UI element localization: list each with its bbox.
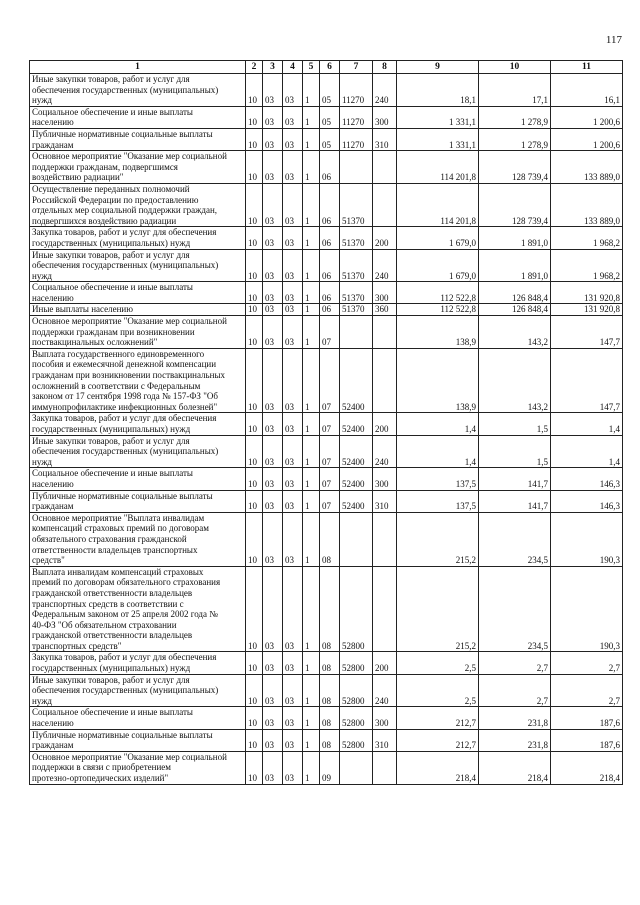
row-code-cell: 310 xyxy=(373,128,397,150)
row-value-cell: 131 920,8 xyxy=(551,304,623,316)
row-value-cell: 1 278,9 xyxy=(479,128,551,150)
row-code-cell: 07 xyxy=(320,490,340,512)
row-value-cell: 128 739,4 xyxy=(479,151,551,184)
row-value-cell: 2,7 xyxy=(479,674,551,707)
row-value-cell: 2,5 xyxy=(397,652,479,674)
row-code-cell: 10 xyxy=(246,183,263,226)
row-code-cell: 03 xyxy=(283,106,303,128)
row-code-cell xyxy=(340,316,373,349)
row-name-cell: Основное мероприятие "Оказание мер социальной поддержки в связи с приобретением протезно-ортопедических изделий" xyxy=(30,751,246,784)
row-code-cell: 310 xyxy=(373,729,397,751)
row-code-cell xyxy=(373,316,397,349)
row-code-cell: 07 xyxy=(320,413,340,435)
row-code-cell xyxy=(373,512,397,566)
row-code-cell: 03 xyxy=(263,652,283,674)
row-code-cell: 10 xyxy=(246,74,263,107)
row-code-cell: 310 xyxy=(373,490,397,512)
row-code-cell: 300 xyxy=(373,282,397,304)
row-value-cell: 190,3 xyxy=(551,566,623,652)
row-name-cell: Выплата инвалидам компенсаций страховых премий по договорам обязательного страхования гражданской ответственности владельцев транспортных средств в соответствии с Федеральным законом от 25 апреля 2002 года № 40-ФЗ "Об обязательном страховании гражданской ответственности владельцев транспортных средств" xyxy=(30,566,246,652)
row-code-cell: 03 xyxy=(263,282,283,304)
row-name-cell: Публичные нормативные социальные выплаты гражданам xyxy=(30,490,246,512)
row-code-cell: 03 xyxy=(283,282,303,304)
row-code-cell: 10 xyxy=(246,674,263,707)
row-value-cell: 1,4 xyxy=(551,435,623,468)
row-value-cell: 138,9 xyxy=(397,316,479,349)
row-code-cell: 03 xyxy=(283,751,303,784)
row-code-cell: 03 xyxy=(283,674,303,707)
row-code-cell: 08 xyxy=(320,512,340,566)
row-code-cell: 03 xyxy=(283,566,303,652)
row-code-cell xyxy=(373,151,397,184)
column-header: 1 xyxy=(30,61,246,74)
row-value-cell: 187,6 xyxy=(551,729,623,751)
row-name-cell: Иные закупки товаров, работ и услуг для обеспечения государственных (муниципальных) нужд xyxy=(30,674,246,707)
row-value-cell: 215,2 xyxy=(397,566,479,652)
table-row xyxy=(30,674,623,707)
row-code-cell: 03 xyxy=(263,729,283,751)
row-code-cell: 06 xyxy=(320,227,340,249)
row-code-cell: 03 xyxy=(283,316,303,349)
row-value-cell: 17,1 xyxy=(479,74,551,107)
row-code-cell: 1 xyxy=(303,468,320,490)
row-name-cell: Иные выплаты населению xyxy=(30,304,246,316)
row-value-cell: 212,7 xyxy=(397,707,479,729)
row-code-cell: 03 xyxy=(263,151,283,184)
row-code-cell: 06 xyxy=(320,249,340,282)
table-row xyxy=(30,652,623,674)
row-code-cell: 03 xyxy=(263,106,283,128)
row-value-cell: 18,1 xyxy=(397,74,479,107)
row-value-cell: 1,5 xyxy=(479,413,551,435)
row-code-cell: 08 xyxy=(320,652,340,674)
row-name-cell: Основное мероприятие "Оказание мер социальной поддержки гражданам при возникновении поствакцинальных осложнений" xyxy=(30,316,246,349)
table-row xyxy=(30,128,623,150)
row-value-cell: 231,8 xyxy=(479,707,551,729)
row-name-cell: Иные закупки товаров, работ и услуг для обеспечения государственных (муниципальных) нужд xyxy=(30,74,246,107)
row-value-cell: 234,5 xyxy=(479,566,551,652)
page-number: 117 xyxy=(605,34,622,46)
row-code-cell: 03 xyxy=(283,74,303,107)
row-code-cell: 51370 xyxy=(340,304,373,316)
row-code-cell: 03 xyxy=(283,435,303,468)
row-code-cell: 10 xyxy=(246,512,263,566)
row-value-cell: 128 739,4 xyxy=(479,183,551,226)
row-code-cell: 06 xyxy=(320,282,340,304)
table-row xyxy=(30,490,623,512)
row-code-cell: 03 xyxy=(263,566,283,652)
row-code-cell: 03 xyxy=(283,348,303,413)
column-header: 6 xyxy=(320,61,340,74)
row-value-cell: 147,7 xyxy=(551,348,623,413)
row-value-cell: 141,7 xyxy=(479,490,551,512)
row-code-cell: 1 xyxy=(303,106,320,128)
row-code-cell xyxy=(340,751,373,784)
row-code-cell: 52800 xyxy=(340,566,373,652)
column-header: 7 xyxy=(340,61,373,74)
row-name-cell: Основное мероприятие "Оказание мер социальной поддержки гражданам, подвергшимся воздействию радиации" xyxy=(30,151,246,184)
row-code-cell: 03 xyxy=(283,652,303,674)
row-name-cell: Закупка товаров, работ и услуг для обеспечения государственных (муниципальных) нужд xyxy=(30,227,246,249)
row-code-cell: 240 xyxy=(373,74,397,107)
row-value-cell: 112 522,8 xyxy=(397,282,479,304)
row-code-cell: 07 xyxy=(320,316,340,349)
table-body xyxy=(30,74,623,785)
column-header: 5 xyxy=(303,61,320,74)
table-row xyxy=(30,183,623,226)
row-code-cell: 05 xyxy=(320,106,340,128)
row-name-cell: Социальное обеспечение и иные выплаты населению xyxy=(30,468,246,490)
row-value-cell: 1 278,9 xyxy=(479,106,551,128)
row-code-cell: 300 xyxy=(373,707,397,729)
row-name-cell: Публичные нормативные социальные выплаты гражданам xyxy=(30,729,246,751)
budget-table xyxy=(29,60,623,785)
column-header: 4 xyxy=(283,61,303,74)
row-code-cell: 10 xyxy=(246,282,263,304)
table-row xyxy=(30,751,623,784)
row-name-cell: Социальное обеспечение и иные выплаты населению xyxy=(30,707,246,729)
row-code-cell: 03 xyxy=(283,249,303,282)
row-code-cell: 03 xyxy=(263,468,283,490)
row-value-cell: 1,4 xyxy=(551,413,623,435)
row-value-cell: 218,4 xyxy=(551,751,623,784)
row-value-cell: 1 679,0 xyxy=(397,249,479,282)
row-name-cell: Выплата государственного единовременного пособия и ежемесячной денежной компенсации гражданам при возникновении поствакцинальных осложнений в соответствии с Федеральным законом от 17 сентября 1998 года № 157-ФЗ "Об иммунопрофилактике инфекционных болезней" xyxy=(30,348,246,413)
row-code-cell: 03 xyxy=(283,183,303,226)
row-code-cell: 52800 xyxy=(340,707,373,729)
row-code-cell: 03 xyxy=(263,512,283,566)
row-code-cell: 1 xyxy=(303,674,320,707)
table-row xyxy=(30,413,623,435)
row-value-cell: 147,7 xyxy=(551,316,623,349)
table-row xyxy=(30,435,623,468)
row-code-cell: 1 xyxy=(303,74,320,107)
row-code-cell xyxy=(373,183,397,226)
row-value-cell: 215,2 xyxy=(397,512,479,566)
row-code-cell: 10 xyxy=(246,729,263,751)
row-value-cell: 1,4 xyxy=(397,413,479,435)
row-code-cell: 52800 xyxy=(340,674,373,707)
row-code-cell: 10 xyxy=(246,348,263,413)
row-code-cell: 10 xyxy=(246,106,263,128)
column-header: 3 xyxy=(263,61,283,74)
row-value-cell: 190,3 xyxy=(551,512,623,566)
row-code-cell: 1 xyxy=(303,707,320,729)
table-row xyxy=(30,282,623,304)
row-code-cell: 10 xyxy=(246,316,263,349)
row-value-cell: 2,7 xyxy=(551,652,623,674)
row-code-cell: 51370 xyxy=(340,282,373,304)
row-code-cell: 03 xyxy=(263,435,283,468)
row-value-cell: 112 522,8 xyxy=(397,304,479,316)
row-code-cell xyxy=(373,751,397,784)
row-value-cell: 143,2 xyxy=(479,316,551,349)
row-code-cell: 1 xyxy=(303,566,320,652)
table-row xyxy=(30,566,623,652)
row-code-cell: 240 xyxy=(373,674,397,707)
row-code-cell: 52400 xyxy=(340,468,373,490)
row-name-cell: Иные закупки товаров, работ и услуг для обеспечения государственных (муниципальных) нужд xyxy=(30,435,246,468)
row-name-cell: Иные закупки товаров, работ и услуг для обеспечения государственных (муниципальных) нужд xyxy=(30,249,246,282)
row-code-cell: 11270 xyxy=(340,106,373,128)
row-code-cell: 10 xyxy=(246,490,263,512)
row-code-cell: 1 xyxy=(303,227,320,249)
row-code-cell: 03 xyxy=(283,304,303,316)
table-row xyxy=(30,249,623,282)
row-code-cell: 1 xyxy=(303,282,320,304)
table-row xyxy=(30,74,623,107)
row-value-cell: 1,4 xyxy=(397,435,479,468)
row-value-cell: 218,4 xyxy=(479,751,551,784)
column-header: 2 xyxy=(246,61,263,74)
row-code-cell xyxy=(340,512,373,566)
row-code-cell: 03 xyxy=(263,183,283,226)
row-code-cell: 1 xyxy=(303,304,320,316)
row-code-cell: 03 xyxy=(283,151,303,184)
row-name-cell: Закупка товаров, работ и услуг для обеспечения государственных (муниципальных) нужд xyxy=(30,413,246,435)
row-code-cell: 08 xyxy=(320,674,340,707)
row-value-cell: 143,2 xyxy=(479,348,551,413)
row-code-cell: 1 xyxy=(303,151,320,184)
row-value-cell: 146,3 xyxy=(551,468,623,490)
row-code-cell: 03 xyxy=(263,74,283,107)
row-value-cell: 1 331,1 xyxy=(397,128,479,150)
row-value-cell: 231,8 xyxy=(479,729,551,751)
table-header-row xyxy=(30,61,623,74)
row-code-cell: 07 xyxy=(320,348,340,413)
row-code-cell: 1 xyxy=(303,413,320,435)
row-value-cell: 1 891,0 xyxy=(479,249,551,282)
row-code-cell: 52800 xyxy=(340,652,373,674)
row-name-cell: Основное мероприятие "Выплата инвалидам компенсаций страховых премий по договорам обязательного страхования гражданской ответственности владельцев транспортных средств" xyxy=(30,512,246,566)
row-code-cell: 03 xyxy=(283,227,303,249)
row-value-cell: 218,4 xyxy=(397,751,479,784)
row-code-cell: 03 xyxy=(283,729,303,751)
row-code-cell: 52800 xyxy=(340,729,373,751)
row-code-cell: 05 xyxy=(320,74,340,107)
table-row xyxy=(30,151,623,184)
column-header: 8 xyxy=(373,61,397,74)
table-row xyxy=(30,304,623,316)
row-code-cell: 10 xyxy=(246,566,263,652)
row-code-cell: 1 xyxy=(303,512,320,566)
row-code-cell: 07 xyxy=(320,435,340,468)
row-value-cell: 146,3 xyxy=(551,490,623,512)
row-code-cell: 10 xyxy=(246,128,263,150)
row-code-cell: 03 xyxy=(283,512,303,566)
row-code-cell: 10 xyxy=(246,468,263,490)
row-code-cell: 03 xyxy=(263,128,283,150)
row-code-cell: 200 xyxy=(373,652,397,674)
table-row xyxy=(30,707,623,729)
table-row xyxy=(30,348,623,413)
row-name-cell: Публичные нормативные социальные выплаты гражданам xyxy=(30,128,246,150)
row-code-cell: 52400 xyxy=(340,435,373,468)
row-name-cell: Социальное обеспечение и иные выплаты населению xyxy=(30,106,246,128)
row-code-cell: 03 xyxy=(263,227,283,249)
row-value-cell: 1 200,6 xyxy=(551,128,623,150)
row-code-cell: 1 xyxy=(303,729,320,751)
row-code-cell: 1 xyxy=(303,249,320,282)
row-code-cell: 52400 xyxy=(340,490,373,512)
row-code-cell: 03 xyxy=(263,304,283,316)
row-value-cell: 126 848,4 xyxy=(479,282,551,304)
row-code-cell: 300 xyxy=(373,468,397,490)
row-code-cell: 240 xyxy=(373,435,397,468)
row-code-cell: 1 xyxy=(303,348,320,413)
row-code-cell: 10 xyxy=(246,227,263,249)
row-value-cell: 114 201,8 xyxy=(397,183,479,226)
row-code-cell: 10 xyxy=(246,151,263,184)
column-header: 10 xyxy=(479,61,551,74)
row-value-cell: 1 891,0 xyxy=(479,227,551,249)
row-code-cell: 06 xyxy=(320,151,340,184)
row-code-cell: 03 xyxy=(283,128,303,150)
row-value-cell: 138,9 xyxy=(397,348,479,413)
column-header: 9 xyxy=(397,61,479,74)
row-value-cell: 2,5 xyxy=(397,674,479,707)
row-code-cell: 03 xyxy=(263,413,283,435)
row-code-cell: 10 xyxy=(246,249,263,282)
row-code-cell: 200 xyxy=(373,413,397,435)
row-name-cell: Социальное обеспечение и иные выплаты населению xyxy=(30,282,246,304)
row-code-cell: 10 xyxy=(246,751,263,784)
row-code-cell: 06 xyxy=(320,304,340,316)
row-code-cell: 51370 xyxy=(340,227,373,249)
row-code-cell: 52400 xyxy=(340,413,373,435)
row-value-cell: 1 968,2 xyxy=(551,249,623,282)
row-code-cell: 52400 xyxy=(340,348,373,413)
row-code-cell: 1 xyxy=(303,316,320,349)
table-row xyxy=(30,316,623,349)
table-row xyxy=(30,227,623,249)
row-value-cell: 1,5 xyxy=(479,435,551,468)
row-code-cell: 09 xyxy=(320,751,340,784)
row-value-cell: 1 331,1 xyxy=(397,106,479,128)
row-code-cell: 06 xyxy=(320,183,340,226)
row-code-cell: 10 xyxy=(246,304,263,316)
row-value-cell: 114 201,8 xyxy=(397,151,479,184)
row-value-cell: 234,5 xyxy=(479,512,551,566)
row-code-cell: 1 xyxy=(303,652,320,674)
column-header: 11 xyxy=(551,61,623,74)
row-code-cell: 300 xyxy=(373,106,397,128)
row-code-cell xyxy=(373,348,397,413)
row-code-cell: 03 xyxy=(263,490,283,512)
row-code-cell: 51370 xyxy=(340,183,373,226)
row-code-cell: 200 xyxy=(373,227,397,249)
row-code-cell: 03 xyxy=(263,674,283,707)
row-code-cell xyxy=(340,151,373,184)
table-row xyxy=(30,468,623,490)
row-code-cell: 07 xyxy=(320,468,340,490)
row-code-cell: 03 xyxy=(263,348,283,413)
row-name-cell: Закупка товаров, работ и услуг для обеспечения государственных (муниципальных) нужд xyxy=(30,652,246,674)
row-value-cell: 2,7 xyxy=(479,652,551,674)
row-code-cell: 10 xyxy=(246,435,263,468)
row-code-cell: 03 xyxy=(283,468,303,490)
row-value-cell: 2,7 xyxy=(551,674,623,707)
row-code-cell: 03 xyxy=(263,751,283,784)
row-code-cell: 11270 xyxy=(340,74,373,107)
row-value-cell: 141,7 xyxy=(479,468,551,490)
row-value-cell: 212,7 xyxy=(397,729,479,751)
row-code-cell: 51370 xyxy=(340,249,373,282)
row-code-cell xyxy=(373,566,397,652)
row-code-cell: 08 xyxy=(320,707,340,729)
row-code-cell: 03 xyxy=(283,413,303,435)
row-code-cell: 03 xyxy=(283,490,303,512)
row-code-cell: 240 xyxy=(373,249,397,282)
row-code-cell: 1 xyxy=(303,128,320,150)
table-row xyxy=(30,729,623,751)
row-code-cell: 05 xyxy=(320,128,340,150)
row-code-cell: 1 xyxy=(303,183,320,226)
row-name-cell: Осуществление переданных полномочий Российской Федерации по предоставлению отдельных мер социальной поддержки граждан, подвергшихся воздействию радиации xyxy=(30,183,246,226)
row-value-cell: 131 920,8 xyxy=(551,282,623,304)
row-code-cell: 10 xyxy=(246,707,263,729)
row-code-cell: 03 xyxy=(263,249,283,282)
row-code-cell: 03 xyxy=(263,707,283,729)
row-value-cell: 133 889,0 xyxy=(551,183,623,226)
row-value-cell: 137,5 xyxy=(397,468,479,490)
row-value-cell: 126 848,4 xyxy=(479,304,551,316)
row-value-cell: 187,6 xyxy=(551,707,623,729)
row-value-cell: 1 679,0 xyxy=(397,227,479,249)
row-code-cell: 08 xyxy=(320,729,340,751)
row-code-cell: 03 xyxy=(263,316,283,349)
row-value-cell: 133 889,0 xyxy=(551,151,623,184)
row-code-cell: 360 xyxy=(373,304,397,316)
row-code-cell: 10 xyxy=(246,652,263,674)
row-code-cell: 1 xyxy=(303,751,320,784)
table-row xyxy=(30,106,623,128)
row-code-cell: 1 xyxy=(303,490,320,512)
row-value-cell: 1 200,6 xyxy=(551,106,623,128)
row-code-cell: 03 xyxy=(283,707,303,729)
row-code-cell: 11270 xyxy=(340,128,373,150)
row-code-cell: 10 xyxy=(246,413,263,435)
row-value-cell: 16,1 xyxy=(551,74,623,107)
table-row xyxy=(30,512,623,566)
row-code-cell: 1 xyxy=(303,435,320,468)
row-value-cell: 137,5 xyxy=(397,490,479,512)
row-code-cell: 08 xyxy=(320,566,340,652)
row-value-cell: 1 968,2 xyxy=(551,227,623,249)
